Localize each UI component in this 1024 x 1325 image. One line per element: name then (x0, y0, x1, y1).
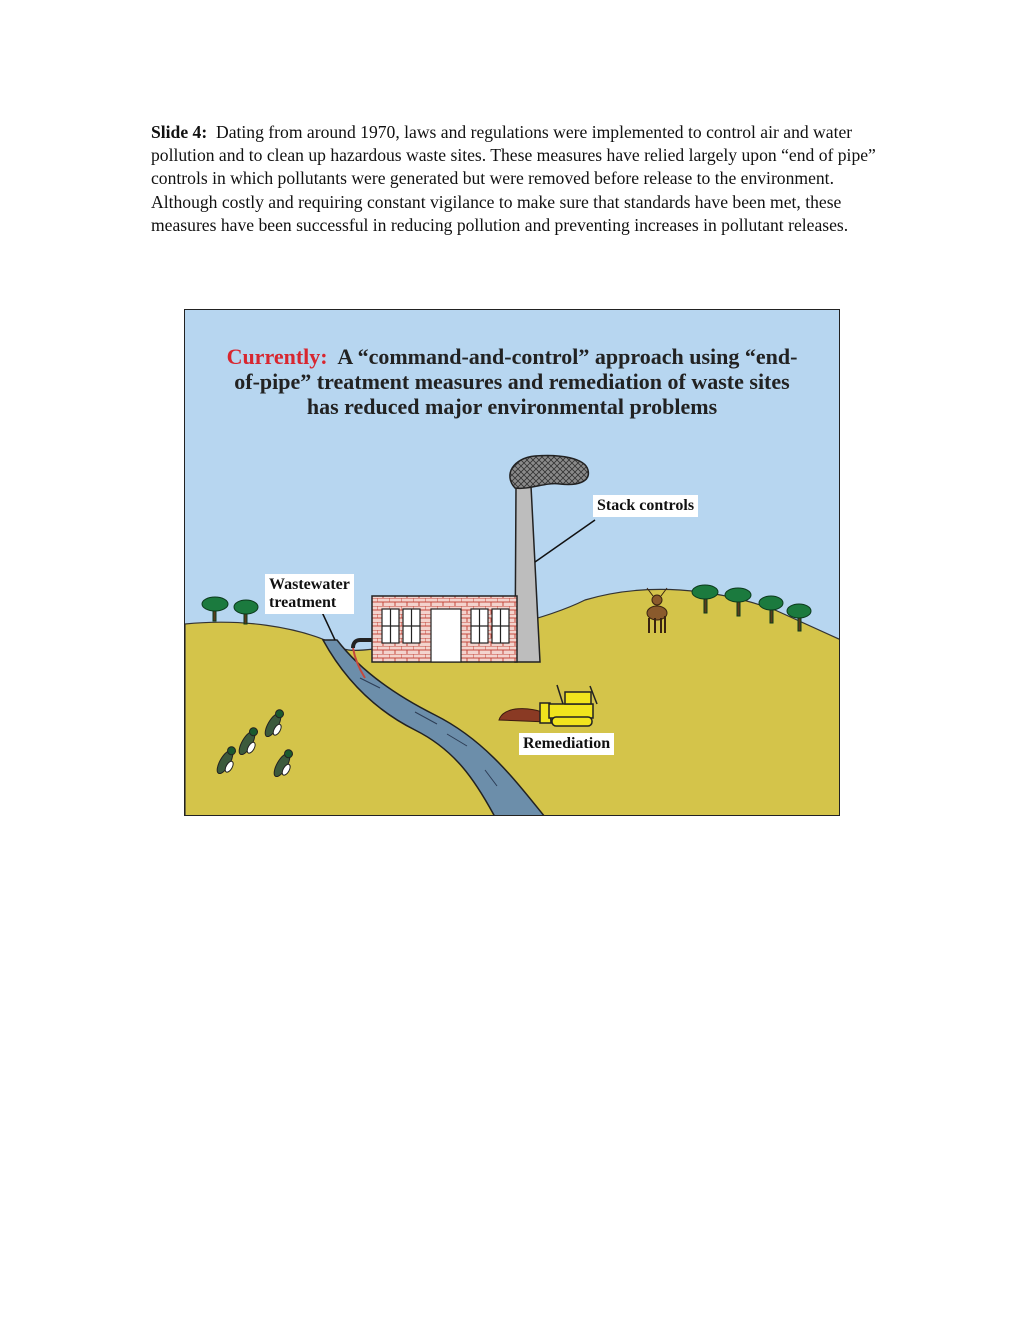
outfall-pipe-icon (353, 640, 372, 648)
slide-title-line1: Currently: A “command-and-control” approach using “end- (226, 344, 798, 369)
notes-paragraph (151, 121, 881, 237)
stack-controls-label: Stack controls (593, 495, 698, 517)
factory-door (431, 609, 461, 662)
slide-title-lead: Currently: (226, 344, 328, 369)
wastewater-treatment-label: Wastewater treatment (265, 574, 354, 614)
stack-filter-icon (510, 456, 589, 489)
remediation-label: Remediation (519, 733, 614, 755)
notes-body: Dating from around 1970, laws and regulations were implemented to control air and water pollution and to clean up hazardous waste sites. These measures have relied largely upon “end of pipe” controls in which pollutants were generated but were removed before release to the environment. Although costly and requiring constant vigilance to make sure that standards have been met, these measures have been successful in reducing pollution and preventing increases in pollutant releases. (151, 122, 876, 235)
slide-title (185, 344, 839, 419)
smokestack (515, 486, 540, 662)
slide-title-line3: has reduced major environmental problems (306, 394, 718, 419)
slide-title-line2: of-pipe” treatment measures and remediation of waste sites (234, 369, 790, 394)
slide-figure (184, 309, 840, 816)
notes-heading: Slide 4: (151, 122, 208, 142)
